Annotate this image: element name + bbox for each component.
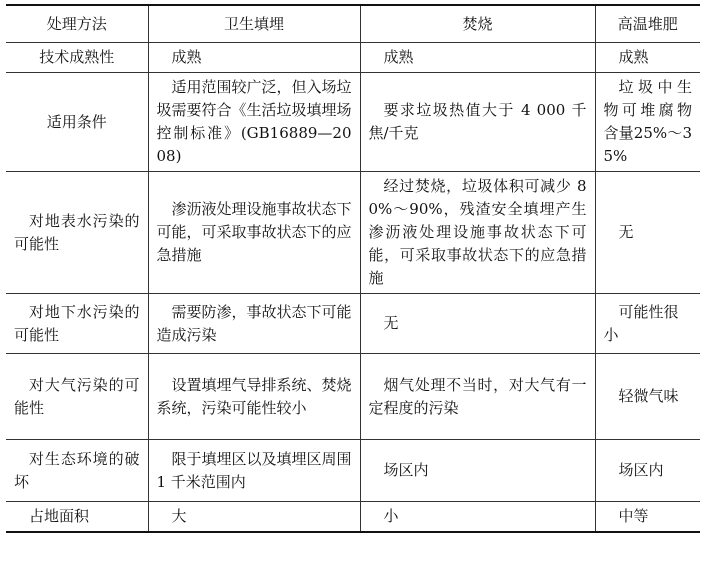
table-row (6, 502, 700, 533)
cell-landfill: 渗沥液处理设施事故状态下可能，可采取事故状态下的应急措施 (148, 172, 360, 294)
row-label: 对大气污染的可能性 (6, 354, 148, 440)
cell-composting: 成熟 (595, 43, 700, 73)
cell-composting: 可能性很小 (595, 294, 700, 354)
row-label: 对地表水污染的可能性 (6, 172, 148, 294)
row-label: 对生态环境的破坏 (6, 440, 148, 502)
header-cell-method: 处理方法 (6, 5, 148, 43)
cell-incineration: 无 (360, 294, 595, 354)
table-row (6, 73, 700, 172)
cell-composting: 垃圾中生物可堆腐物含量25%～35% (595, 73, 700, 172)
row-label: 适用条件 (6, 73, 148, 172)
table-row (6, 43, 700, 73)
cell-incineration: 小 (360, 502, 595, 533)
row-label: 对地下水污染的可能性 (6, 294, 148, 354)
table-row (6, 294, 700, 354)
comparison-table (6, 4, 700, 533)
cell-landfill: 需要防渗，事故状态下可能造成污染 (148, 294, 360, 354)
cell-landfill: 限于填埋区以及填埋区周围 1 千米范围内 (148, 440, 360, 502)
row-label: 占地面积 (6, 502, 148, 533)
cell-composting: 无 (595, 172, 700, 294)
cell-landfill: 适用范围较广泛，但入场垃圾需要符合《生活垃圾填埋场控制标准》(GB16889—2008) (148, 73, 360, 172)
table-row (6, 354, 700, 440)
cell-incineration: 场区内 (360, 440, 595, 502)
header-cell-composting: 高温堆肥 (595, 5, 700, 43)
cell-composting: 中等 (595, 502, 700, 533)
table-row (6, 172, 700, 294)
cell-composting: 轻微气味 (595, 354, 700, 440)
row-label: 技术成熟性 (6, 43, 148, 73)
table-row (6, 440, 700, 502)
cell-landfill: 成熟 (148, 43, 360, 73)
cell-incineration: 要求垃圾热值大于 4 000 千焦/千克 (360, 73, 595, 172)
cell-incineration: 烟气处理不当时，对大气有一定程度的污染 (360, 354, 595, 440)
header-cell-landfill: 卫生填埋 (148, 5, 360, 43)
cell-incineration: 成熟 (360, 43, 595, 73)
cell-composting: 场区内 (595, 440, 700, 502)
header-row (6, 5, 700, 43)
header-cell-incineration: 焚烧 (360, 5, 595, 43)
cell-landfill: 设置填埋气导排系统、焚烧系统，污染可能性较小 (148, 354, 360, 440)
cell-incineration: 经过焚烧，垃圾体积可减少 80%～90%，残渣安全填埋产生渗沥液处理设施事故状态下可能，可采取事故状态下的应急措施 (360, 172, 595, 294)
cell-landfill: 大 (148, 502, 360, 533)
